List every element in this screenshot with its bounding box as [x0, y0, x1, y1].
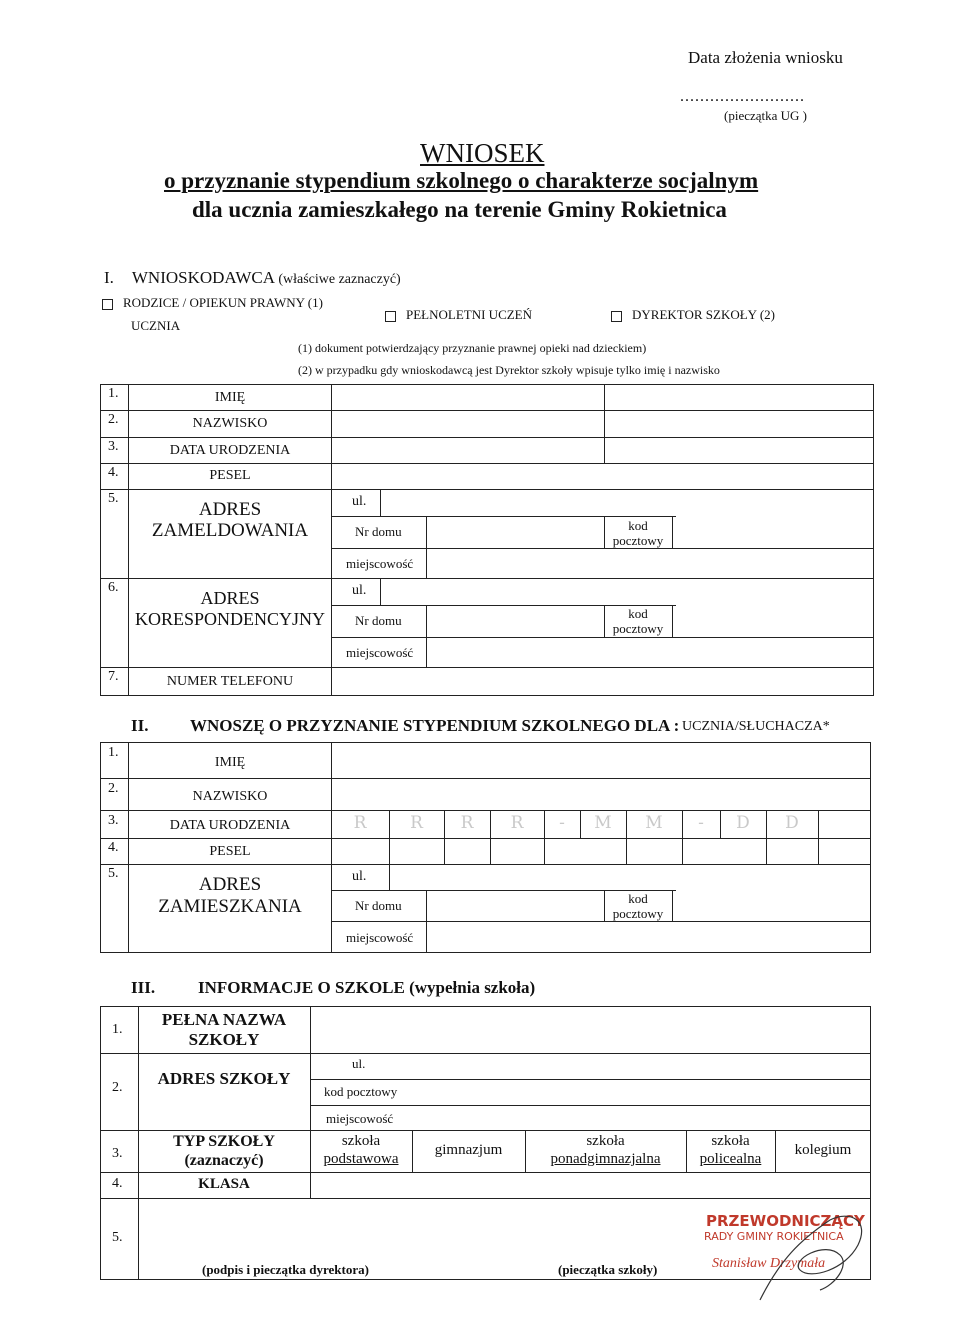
city-label: miejscowość — [346, 930, 414, 945]
school-name-label-2: SZKOŁY — [188, 1030, 260, 1049]
section-2-title: WNOSZĘ O PRZYZNANIE STYPENDIUM SZKOLNEGO DLA : — [190, 716, 680, 735]
city-label: miejscowość — [346, 645, 414, 660]
postal-code-label-2: pocztowy — [612, 906, 664, 921]
applicant-birth-date-label: DATA URODZENIA — [169, 443, 291, 458]
street-label: ul. — [352, 583, 367, 598]
correspondence-address-label-2: KORESPONDENCYJNY — [134, 609, 326, 629]
applicant-pesel-label: PESEL — [209, 468, 251, 483]
student-pesel-label: PESEL — [209, 844, 251, 859]
row-number: 2. — [112, 1080, 123, 1095]
school-type-secondary[interactable] — [525, 1132, 686, 1168]
council-stamp-signature: Stanisław Drzymała — [712, 1256, 826, 1271]
postal-code-label-1: kod — [628, 606, 648, 621]
date-placeholder: - — [698, 813, 704, 833]
residence-address-label-1: ADRES — [198, 874, 262, 895]
school-city-label: miejscowość — [326, 1111, 394, 1126]
option-label: DYREKTOR SZKOŁY (2) — [632, 307, 775, 322]
house-number-label: Nr domu — [355, 898, 402, 913]
postal-code-label-1: kod — [628, 518, 648, 533]
student-last-name-field[interactable] — [333, 780, 869, 809]
applicant-first-name-label: IMIĘ — [214, 390, 246, 405]
student-first-name-field[interactable] — [333, 744, 869, 777]
registered-street-field[interactable] — [382, 491, 872, 515]
student-pesel-field[interactable] — [333, 840, 869, 863]
student-first-name-label: IMIĘ — [214, 755, 246, 770]
director-signature-label: (podpis i pieczątka dyrektora) — [202, 1262, 369, 1277]
row-number: 1. — [108, 386, 119, 401]
footnote-1: (1) dokument potwierdzający przyznanie prawnej opieki nad dzieckiem) — [298, 341, 647, 355]
house-number-label: Nr domu — [355, 613, 402, 628]
correspondence-address-label-1: ADRES — [200, 588, 260, 608]
row-number: 4. — [112, 1176, 123, 1191]
date-placeholder: R — [510, 813, 524, 833]
option-label: PEŁNOLETNI UCZEŃ — [406, 307, 533, 322]
phone-number-label: NUMER TELEFONU — [166, 674, 294, 689]
section-3-title: INFORMACJE O SZKOLE (wypełnia szkoła) — [198, 978, 536, 997]
applicant-option-parent-line2: UCZNIA — [131, 318, 181, 333]
school-type-post-secondary[interactable] — [686, 1132, 775, 1168]
checkbox-icon[interactable] — [102, 299, 113, 310]
section-1-title: WNIOSKODAWCA — [131, 268, 275, 287]
registered-address-label-2: ZAMELDOWANIA — [151, 520, 309, 541]
section-1-heading — [104, 268, 401, 288]
date-placeholder: R — [410, 813, 423, 833]
city-label: miejscowość — [346, 556, 414, 571]
row-number: 5. — [108, 491, 119, 506]
row-number: 4. — [108, 840, 119, 855]
row-number: 1. — [112, 1022, 123, 1037]
form-title: WNIOSEK — [420, 138, 545, 168]
registered-address-label-1: ADRES — [198, 499, 262, 520]
date-placeholder: D — [785, 813, 799, 833]
residence-address-label-2: ZAMIESZKANIA — [158, 896, 302, 917]
date-placeholder: D — [736, 813, 750, 833]
student-birth-date-label: DATA URODZENIA — [169, 818, 291, 833]
school-type-label-2: (zaznaczyć) — [184, 1152, 264, 1169]
type-label: szkoła — [586, 1133, 625, 1149]
section-1-hint: (właściwe zaznaczyć) — [278, 272, 401, 287]
checkbox-icon[interactable] — [611, 311, 622, 322]
applicant-option-parent[interactable] — [102, 295, 323, 311]
date-placeholder: R — [460, 813, 474, 833]
type-label: szkoła — [711, 1133, 750, 1149]
school-type-primary[interactable] — [310, 1132, 412, 1168]
type-label: ponadgimnazjalna — [550, 1151, 661, 1167]
section-2-title-suffix: UCZNIA/SŁUCHACZA* — [682, 719, 830, 734]
school-type-college[interactable] — [775, 1142, 871, 1159]
type-label: policealna — [699, 1151, 762, 1167]
applicant-pesel-field[interactable] — [333, 465, 603, 488]
office-stamp-label: (pieczątka UG ) — [724, 108, 808, 123]
postal-code-label-2: pocztowy — [612, 621, 664, 636]
date-placeholder: M — [594, 813, 612, 833]
row-number: 2. — [108, 412, 119, 427]
form-subtitle-1: o przyznanie stypendium szkolnego o charakterze socjalnym — [164, 168, 759, 193]
council-stamp-line2: RADY GMINY ROKIETNICA — [704, 1230, 844, 1243]
school-address-label: ADRES SZKOŁY — [157, 1069, 291, 1088]
student-last-name-label: NAZWISKO — [192, 789, 268, 804]
class-field[interactable] — [312, 1174, 869, 1197]
row-number: 2. — [108, 781, 119, 796]
checkbox-icon[interactable] — [385, 311, 396, 322]
date-placeholder: R — [353, 813, 367, 833]
date-placeholder: M — [645, 813, 663, 833]
applicant-first-name-field[interactable] — [333, 386, 603, 409]
street-label: ul. — [352, 494, 367, 509]
section-2-number: II. — [131, 716, 149, 735]
date-placeholder: - — [559, 813, 565, 833]
postal-code-label-1: kod — [628, 891, 648, 906]
student-birth-date-field[interactable] — [333, 812, 869, 837]
option-label: RODZICE / OPIEKUN PRAWNY (1) — [123, 295, 323, 310]
footnote-2: (2) w przypadku gdy wnioskodawcą jest Dyrektor szkoły wpisuje tylko imię i nazwisko — [298, 363, 720, 377]
school-stamp-label: (pieczątka szkoły) — [558, 1262, 658, 1277]
school-type-gimnazjum[interactable] — [412, 1142, 525, 1159]
section-1-number: I. — [104, 268, 114, 287]
date-label: Data złożenia wniosku — [688, 48, 843, 67]
row-number: 5. — [108, 866, 119, 881]
house-number-label: Nr domu — [355, 524, 402, 539]
class-label: KLASA — [198, 1176, 250, 1192]
type-label: szkoła — [341, 1133, 381, 1149]
phone-number-field[interactable] — [333, 669, 873, 694]
school-name-field[interactable] — [312, 1008, 869, 1052]
applicant-birth-date-field[interactable] — [333, 439, 603, 462]
date-dots: ......................... — [680, 88, 805, 105]
row-number: 7. — [108, 669, 119, 684]
row-number: 3. — [112, 1146, 123, 1161]
row-number: 3. — [108, 439, 119, 454]
section-3-number: III. — [131, 978, 156, 997]
school-street-label: ul. — [352, 1056, 366, 1071]
row-number: 6. — [108, 580, 119, 595]
applicant-last-name-field[interactable] — [333, 412, 603, 436]
row-number: 1. — [108, 745, 119, 760]
applicant-option-adult-student[interactable] — [385, 307, 532, 323]
row-number: 3. — [108, 813, 119, 828]
street-label: ul. — [352, 869, 367, 884]
school-type-label-1: TYP SZKOŁY — [173, 1133, 275, 1150]
row-number: 4. — [108, 465, 119, 480]
applicant-option-director[interactable] — [611, 307, 775, 323]
type-label: gimnazjum — [434, 1142, 503, 1158]
signature-scribble-icon — [740, 1200, 880, 1310]
postal-code-label-2: pocztowy — [612, 533, 664, 548]
council-stamp-line1: PRZEWODNICZĄCY — [706, 1212, 865, 1230]
row-number: 5. — [112, 1230, 123, 1245]
school-name-label-1: PEŁNA NAZWA — [161, 1010, 287, 1029]
registered-city-field[interactable] — [428, 550, 872, 577]
applicant-last-name-label: NAZWISKO — [192, 416, 268, 431]
type-label: podstawowa — [323, 1151, 399, 1167]
form-subtitle-2: dla ucznia zamieszkałego na terenie Gminy Rokietnica — [192, 197, 727, 222]
type-label: kolegium — [794, 1142, 852, 1158]
school-postal-label: kod pocztowy — [324, 1084, 398, 1099]
